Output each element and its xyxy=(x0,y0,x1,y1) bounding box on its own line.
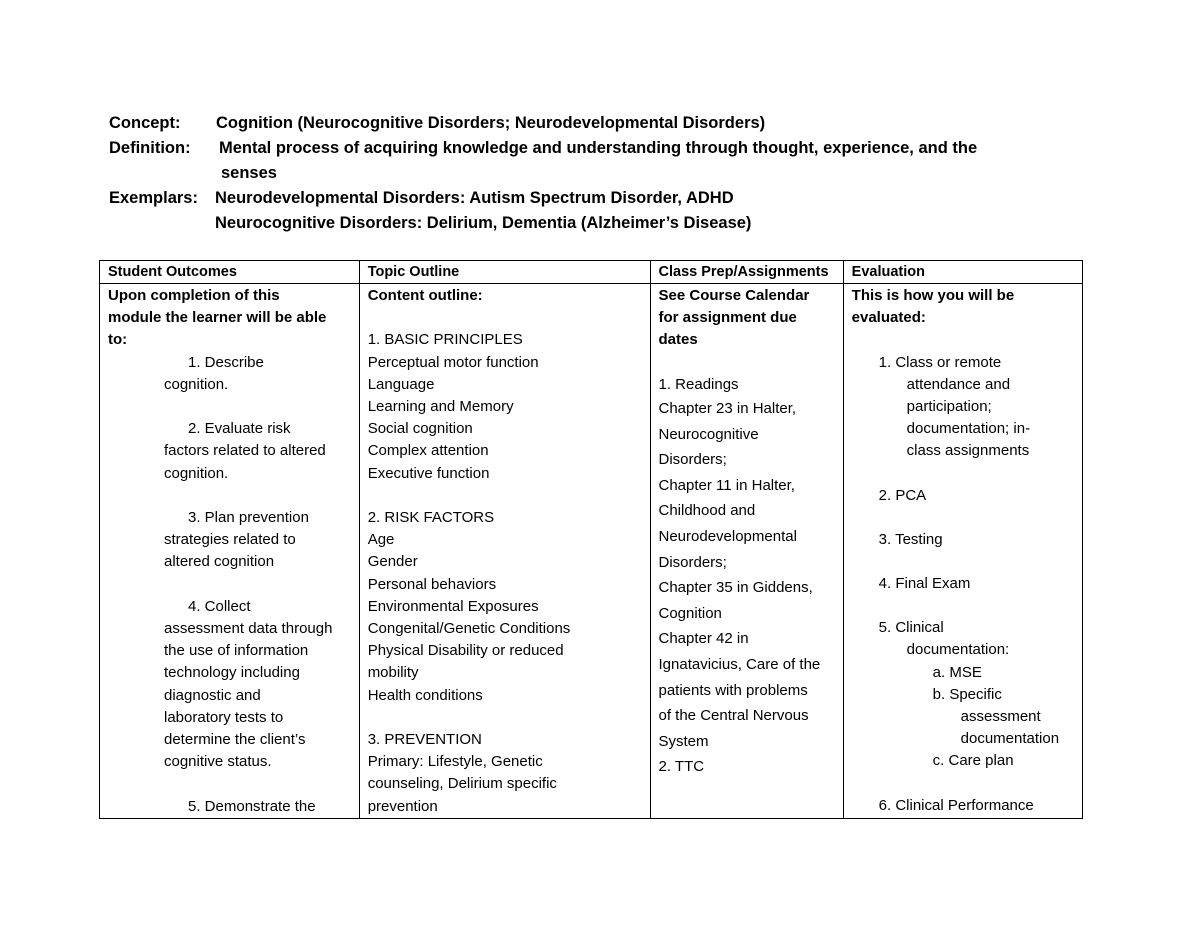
reading-line: Disorders; xyxy=(658,553,727,571)
outcome-4-text: diagnostic and xyxy=(164,686,261,704)
definition-label: Definition: xyxy=(109,139,191,157)
topic-item: Complex attention xyxy=(367,442,489,460)
topic-item: Health conditions xyxy=(367,686,483,704)
evaluation-item-1-text: class assignments xyxy=(906,442,1030,460)
topic-item: prevention xyxy=(367,797,438,815)
reading-line: patients with problems xyxy=(658,681,808,699)
exemplars-row-2 xyxy=(109,211,1089,236)
topic-item: mobility xyxy=(367,664,419,682)
evaluation-item-6: 6. Clinical Performance xyxy=(878,796,1034,814)
topic-item: Learning and Memory xyxy=(367,398,514,415)
prep-intro-line: dates xyxy=(658,331,698,349)
topic-section-title: 1. BASIC PRINCIPLES xyxy=(367,331,523,349)
outcome-2-text: factors related to altered xyxy=(164,442,326,460)
topic-item: Primary: Lifestyle, Genetic xyxy=(367,753,543,771)
reading-line: System xyxy=(658,732,709,750)
exemplars-row xyxy=(109,186,1089,211)
outcomes-cell xyxy=(100,284,360,819)
outcome-2-text: cognition. xyxy=(164,464,229,482)
topic-item: Executive function xyxy=(367,464,490,482)
outcomes-intro-line: Upon completion of this xyxy=(108,287,280,304)
outcome-4-text: laboratory tests to xyxy=(164,708,284,726)
outcome-4-text: determine the client’s xyxy=(164,731,306,749)
outcome-1-text: cognition. xyxy=(164,375,229,393)
reading-line: Disorders; xyxy=(658,451,727,469)
reading-line: Ignatavicius, Care of the xyxy=(658,655,821,673)
column-header-outcomes: Student Outcomes xyxy=(100,261,360,284)
definition-value xyxy=(219,136,1089,186)
evaluation-item-1: 1. Class or remote xyxy=(878,353,1002,371)
evaluation-subitem-b-text: assessment xyxy=(960,708,1041,726)
outcome-4-text: the use of information xyxy=(164,642,309,660)
table-header-row xyxy=(100,261,1083,284)
evaluation-subitem-b-text: documentation xyxy=(960,730,1060,748)
concept-value: Cognition (Neurocognitive Disorders; Neurodevelopmental Disorders) xyxy=(216,114,766,132)
outcome-3-text: altered cognition xyxy=(164,553,275,571)
evaluation-subitem-a: a. MSE xyxy=(932,663,982,681)
reading-line: Chapter 23 in Halter, xyxy=(658,400,797,417)
topic-section-title: 3. PREVENTION xyxy=(367,731,482,749)
document-header xyxy=(109,111,1089,236)
definition-line: Mental process of acquiring knowledge and understanding through thought, experience, and the xyxy=(219,139,978,157)
exemplars-line-2: Neurocognitive Disorders: Delirium, Dementia (Alzheimer’s Disease) xyxy=(215,214,752,232)
topic-item: Personal behaviors xyxy=(367,575,497,593)
outcomes-intro-line: module the learner will be able xyxy=(108,309,327,327)
evaluation-item-5-text: documentation: xyxy=(906,641,1010,659)
definition-row xyxy=(109,136,1089,186)
evaluation-subitem-b: b. Specific xyxy=(932,685,1002,703)
table-body-row xyxy=(100,284,1083,819)
column-header-topics: Topic Outline xyxy=(359,261,650,284)
outcome-4-text: technology including xyxy=(164,664,300,682)
topic-item: Physical Disability or reduced xyxy=(367,642,564,660)
topic-item: Age xyxy=(367,531,395,549)
concept-label: Concept: xyxy=(109,114,181,132)
readings-title: 1. Readings xyxy=(658,375,739,393)
topic-item: Gender xyxy=(367,553,418,571)
definition-line: senses xyxy=(221,164,277,182)
evaluation-item-2: 2. PCA xyxy=(878,486,927,504)
concept-row xyxy=(109,111,1089,136)
prep-cell xyxy=(650,284,843,819)
exemplars-label: Exemplars: xyxy=(109,189,198,207)
evaluation-intro-line: This is how you will be xyxy=(851,287,1015,304)
evaluation-item-1-text: participation; xyxy=(906,398,992,415)
outcome-4-text: cognitive status. xyxy=(164,753,272,771)
reading-line: Neurocognitive xyxy=(658,425,759,443)
topic-item: Social cognition xyxy=(367,420,473,438)
evaluation-item-3: 3. Testing xyxy=(878,530,943,548)
ttc-line: 2. TTC xyxy=(658,758,705,776)
evaluation-cell xyxy=(843,284,1082,819)
outcome-1: 1. Describe xyxy=(188,353,264,371)
topic-section-title: 2. RISK FACTORS xyxy=(367,509,495,526)
module-table xyxy=(99,260,1083,819)
reading-line: Neurodevelopmental xyxy=(658,527,797,545)
reading-line: Chapter 11 in Halter, xyxy=(658,476,795,494)
exemplars-line-1: Neurodevelopmental Disorders: Autism Spectrum Disorder, ADHD xyxy=(215,189,734,207)
reading-line: Chapter 35 in Giddens, xyxy=(658,579,813,597)
topic-item: Perceptual motor function xyxy=(367,353,539,371)
prep-intro-line: for assignment due xyxy=(658,309,797,327)
prep-intro-line: See Course Calendar xyxy=(658,287,810,304)
outcome-5: 5. Demonstrate the xyxy=(188,797,316,815)
topics-cell xyxy=(359,284,650,819)
topics-title: Content outline: xyxy=(367,287,483,304)
evaluation-intro-line: evaluated: xyxy=(851,309,926,327)
outcome-4: 4. Collect xyxy=(188,597,251,615)
topic-item: Congenital/Genetic Conditions xyxy=(367,620,571,638)
outcome-4-text: assessment data through xyxy=(164,620,333,637)
outcomes-intro-line: to: xyxy=(108,331,128,349)
column-header-prep: Class Prep/Assignments xyxy=(650,261,843,284)
reading-line: Chapter 42 in xyxy=(658,630,749,648)
outcome-2: 2. Evaluate risk xyxy=(188,420,291,438)
outcome-3-text: strategies related to xyxy=(164,531,296,549)
outcome-3: 3. Plan prevention xyxy=(188,509,309,526)
topic-item: Language xyxy=(367,375,435,393)
evaluation-item-1-text: attendance and xyxy=(906,375,1011,393)
evaluation-item-4: 4. Final Exam xyxy=(878,575,971,593)
reading-line: of the Central Nervous xyxy=(658,707,809,725)
topic-item: counseling, Delirium specific xyxy=(367,775,557,793)
column-header-evaluation: Evaluation xyxy=(843,261,1082,284)
reading-line: Childhood and xyxy=(658,502,756,520)
reading-line: Cognition xyxy=(658,604,722,622)
evaluation-item-5: 5. Clinical xyxy=(878,619,944,637)
evaluation-subitem-c: c. Care plan xyxy=(932,752,1014,770)
topic-item: Environmental Exposures xyxy=(367,597,539,615)
evaluation-item-1-text: documentation; in- xyxy=(906,420,1031,438)
